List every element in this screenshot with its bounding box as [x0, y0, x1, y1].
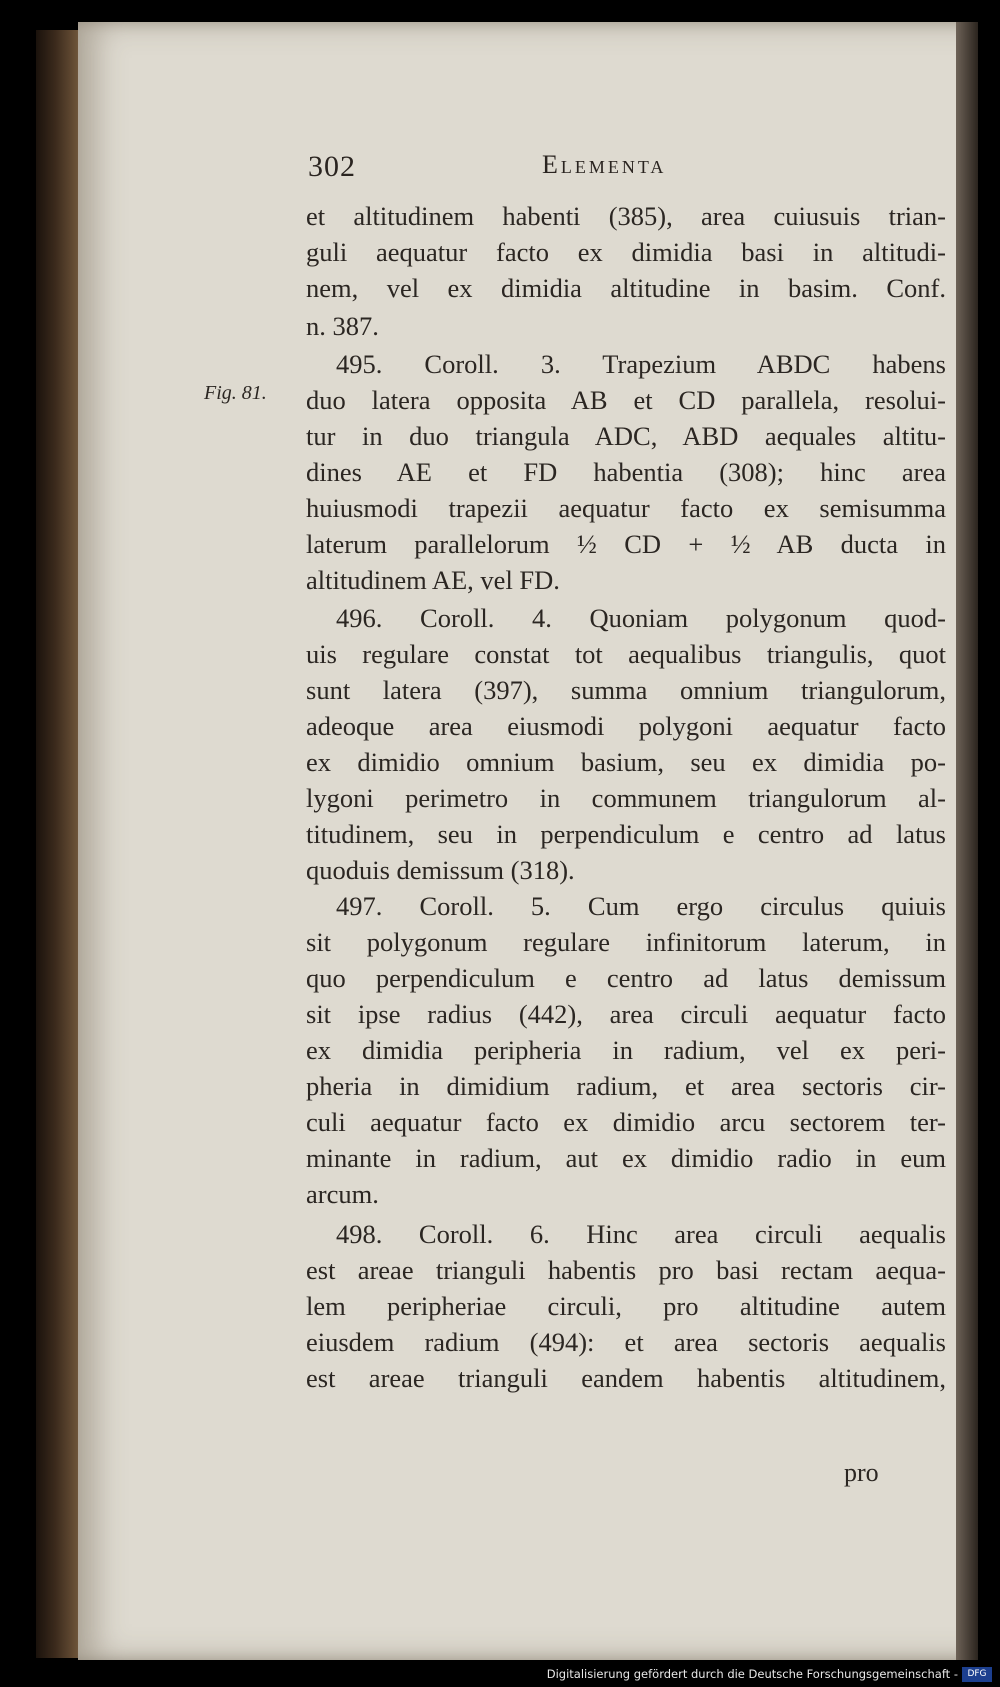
text-line: ex dimidio omnium basium, seu ex dimidia po- [306, 747, 946, 777]
text-line: dines AE et FD habentia (308); hinc area [306, 457, 946, 487]
funding-credit: Digitalisierung gefördert durch die Deutsche Forschungsgemeinschaft - [546, 1667, 958, 1681]
text-line: adeoque area eiusmodi polygoni aequatur facto [306, 711, 946, 741]
text-line: est areae trianguli habentis pro basi rectam aequa- [306, 1255, 946, 1285]
book-page [78, 22, 978, 1660]
paragraph-498-start: 498. Coroll. 6. Hinc area circuli aequalis [336, 1219, 946, 1249]
running-title: Elementa [542, 150, 667, 179]
paragraph-496-start: 496. Coroll. 4. Quoniam polygonum quod- [336, 603, 946, 633]
page-gutter-shadow [956, 22, 978, 1660]
text-line: lem peripheriae circuli, pro altitudine autem [306, 1291, 946, 1321]
figure-margin-note: Fig. 81. [204, 382, 267, 404]
page-header [78, 150, 978, 190]
text-line: laterum parallelorum ½ CD + ½ AB ducta in [306, 529, 946, 559]
text-line: altitudinem AE, vel FD. [306, 565, 560, 595]
book-spine-edge [36, 30, 84, 1658]
text-line: lygoni perimetro in communem triangulorum al- [306, 783, 946, 813]
text-line: ex dimidia peripheria in radium, vel ex peri- [306, 1035, 946, 1065]
text-line: quoduis demissum (318). [306, 855, 575, 885]
catchword: pro [844, 1458, 879, 1487]
text-line: n. 387. [306, 311, 379, 341]
text-line: arcum. [306, 1179, 379, 1209]
text-line: uis regulare constat tot aequalibus triangulis, quot [306, 639, 946, 669]
text-line: pheria in dimidium radium, et area sectoris cir- [306, 1071, 946, 1101]
paragraph-497-start: 497. Coroll. 5. Cum ergo circulus quiuis [336, 891, 946, 921]
dfg-logo-icon: DFG [962, 1667, 992, 1682]
text-line: sit polygonum regulare infinitorum laterum, in [306, 927, 946, 957]
page-number: 302 [308, 150, 356, 183]
text-line: sunt latera (397), summa omnium triangulorum, [306, 675, 946, 705]
paragraph-495-start: 495. Coroll. 3. Trapezium ABDC habens [336, 349, 946, 379]
text-line: titudinem, seu in perpendiculum e centro ad latus [306, 819, 946, 849]
text-line: tur in duo triangula ADC, ABD aequales altitu- [306, 421, 946, 451]
text-line: huiusmodi trapezii aequatur facto ex semisumma [306, 493, 946, 523]
text-line: est areae trianguli eandem habentis altitudinem, [306, 1363, 946, 1393]
text-line: eiusdem radium (494): et area sectoris aequalis [306, 1327, 946, 1357]
text-line: quo perpendiculum e centro ad latus demissum [306, 963, 946, 993]
text-line: duo latera opposita AB et CD parallela, resolui- [306, 385, 946, 415]
text-line: sit ipse radius (442), area circuli aequatur facto [306, 999, 946, 1029]
text-line: nem, vel ex dimidia altitudine in basim. Conf. [306, 273, 946, 303]
text-line: guli aequatur facto ex dimidia basi in altitudi- [306, 237, 946, 267]
text-line: culi aequatur facto ex dimidio arcu sectorem ter- [306, 1107, 946, 1137]
digitization-footer [0, 1664, 1000, 1687]
text-line: et altitudinem habenti (385), area cuiusuis trian- [306, 201, 946, 231]
text-line: minante in radium, aut ex dimidio radio in eum [306, 1143, 946, 1173]
